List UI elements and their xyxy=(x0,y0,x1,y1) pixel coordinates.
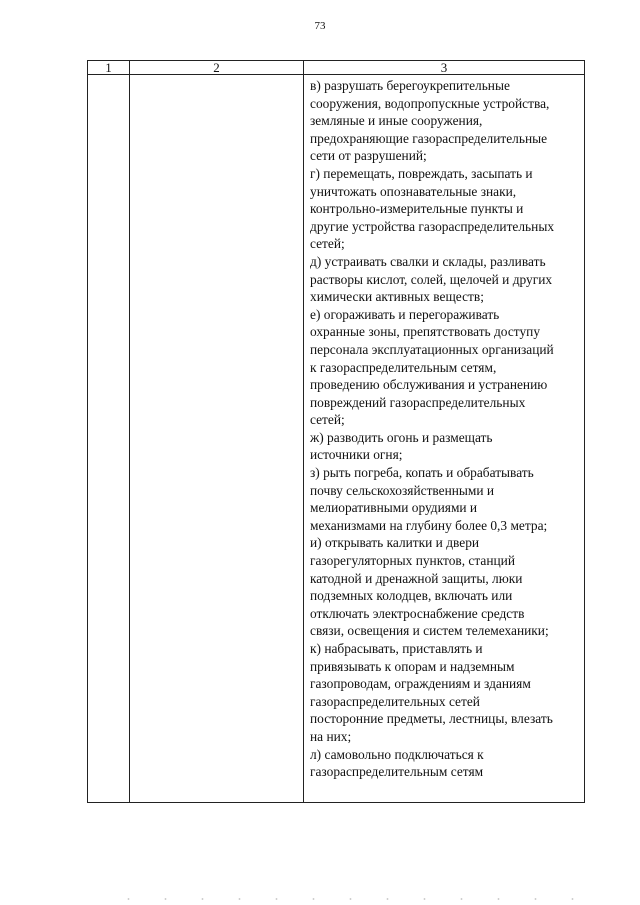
text-line: персонала эксплуатационных организаций xyxy=(310,341,554,357)
column-header-2: 2 xyxy=(130,61,304,75)
text-line: в) разрушать берегоукрепительные xyxy=(310,78,510,93)
text-line: мелиоративными орудиями и xyxy=(310,500,478,516)
text-line: повреждений газораспределительных xyxy=(310,394,526,410)
text-line: химически активных веществ; xyxy=(310,289,484,305)
text-line: сети от разрушений; xyxy=(310,148,427,164)
text-line: контрольно-измерительные пункты и xyxy=(310,201,524,217)
column-header-3: 3 xyxy=(304,61,585,75)
cell-column-1 xyxy=(88,75,130,803)
text-line: подземных колодцев, включать или xyxy=(310,588,513,604)
cell-column-3 xyxy=(304,75,585,803)
table-header-row xyxy=(88,61,585,75)
text-line: привязывать к опорам и надземным xyxy=(310,658,515,674)
text-line: сетей; xyxy=(310,236,345,252)
text-line: земляные и иные сооружения, xyxy=(310,113,483,129)
text-line: почву сельскохозяйственными и xyxy=(310,482,495,498)
text-line: сооружения, водопропускные устройства, xyxy=(310,95,550,111)
text-line: е) огораживать и перегораживать xyxy=(310,306,500,322)
text-line: на них; xyxy=(310,728,352,744)
text-line: связи, освещения и систем телемеханики; xyxy=(310,623,549,639)
text-line: катодной и дренажной защиты, люки xyxy=(310,570,523,586)
column-header-1: 1 xyxy=(88,61,130,75)
text-line: ж) разводить огонь и размещать xyxy=(310,429,493,445)
text-line: газораспределительным сетям xyxy=(310,764,484,780)
text-line: уничтожать опознавательные знаки, xyxy=(310,183,517,199)
text-line: л) самовольно подключаться к xyxy=(310,746,484,762)
text-line: сетей; xyxy=(310,412,345,428)
text-line: растворы кислот, солей, щелочей и других xyxy=(310,271,553,287)
cell-column-2 xyxy=(130,75,304,803)
text-line: механизмами на глубину более 0,3 метра; xyxy=(310,517,548,533)
table-row xyxy=(88,75,585,803)
text-line: г) перемещать, повреждать, засыпать и xyxy=(310,165,533,181)
text-line: к газораспределительным сетям, xyxy=(310,359,497,375)
page-number: 73 xyxy=(314,20,326,32)
text-line: и) открывать калитки и двери xyxy=(310,535,480,551)
text-line: проведению обслуживания и устранению xyxy=(310,377,548,393)
text-line: газорегуляторных пунктов, станций xyxy=(310,553,516,569)
text-line: отключать электроснабжение средств xyxy=(310,605,525,621)
text-line: посторонние предметы, лестницы, влезать xyxy=(310,711,553,727)
document-table xyxy=(87,60,585,803)
text-line: другие устройства газораспределительных xyxy=(310,218,555,234)
text-line: д) устраивать свалки и склады, разливать xyxy=(310,253,546,269)
text-line: газопроводам, ограждениям и зданиям xyxy=(310,676,531,692)
scan-artifact xyxy=(110,898,590,900)
text-line: источники огня; xyxy=(310,447,403,463)
text-line: газораспределительных сетей xyxy=(310,693,480,709)
text-line: к) набрасывать, приставлять и xyxy=(310,641,483,656)
text-line: предохраняющие газораспределительные xyxy=(310,130,548,146)
prohibitions-list xyxy=(304,75,584,781)
text-line: з) рыть погреба, копать и обрабатывать xyxy=(310,465,534,481)
text-line: охранные зоны, препятствовать доступу xyxy=(310,324,541,340)
